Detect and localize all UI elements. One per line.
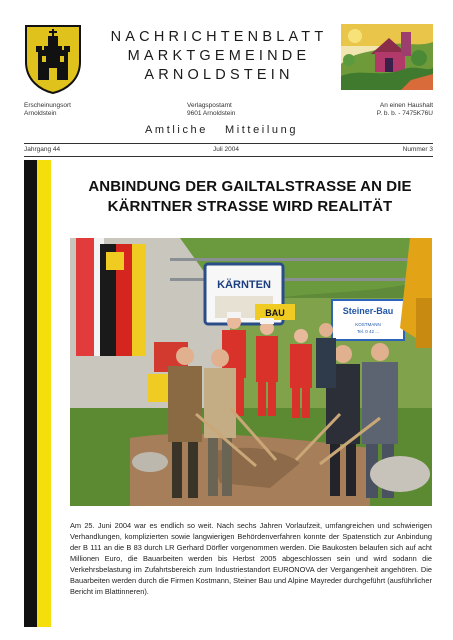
sign-karnten-text: KÄRNTEN: [217, 279, 271, 291]
coat-of-arms-logo: [24, 24, 82, 94]
masthead-line3: ARNOLDSTEIN: [144, 67, 294, 83]
masthead-line1: NACHRICHTENBLATT: [110, 29, 328, 45]
household-delivery-note: An einen Haushalt P. b. b. - 7475K76U: [376, 102, 433, 117]
postal-office: Verlagspostamt 9601 Arnoldstein: [187, 102, 236, 117]
masthead-line2: MARKTGEMEINDE: [127, 48, 311, 64]
publication-place: Erscheinungsort Arnoldstein: [24, 102, 71, 117]
groundbreaking-photo: [70, 238, 432, 506]
sign-steiner-small2: Tel. 0 42 ...: [356, 329, 380, 334]
masthead-title: [84, 28, 354, 85]
side-stripe-yellow: [37, 160, 51, 627]
article-body-text: Am 25. Juni 2004 war es endlich so weit. Nach sechs Jahren Vorlaufzeit, umfangreichen und schwierigen Verhandlungen, komplizierten sowie langwierigen Behördenverfahren konnte der Spatenstich zur Anbindung der B 111 an die B 83 durch LR Gerhard Dörfler vorgenommen werden. Die Baukosten belaufen sich auf acht Millionen Euro, die Bauarbeiten werden bis Herbst 2005 abgeschlossen sein und wird sodann die Verkehrsbelastung im Zufahrtsbereich zum Industriestandort EURONOVA der Vergangenheit angehören. Die Bauarbeiten werden durch die Firmen Kostmann, Steiner Bau und Alpine Mayreder durchgeführt (ausführlicher Bericht im Blattinneren).: [70, 521, 432, 596]
sign-bau-text: BAU: [265, 308, 285, 318]
landscape-painting-image: [341, 24, 433, 90]
official-notice-subtitle: Amtliche Mitteilung: [145, 124, 299, 136]
headline-line1: ANBINDUNG DER GAILTALSTRASSE AN DIE: [88, 178, 412, 195]
issue-number: Nummer 3: [402, 146, 433, 153]
issue-date: Juli 2004: [213, 146, 240, 153]
sign-steiner-small1: KOSTMANN: [355, 322, 381, 327]
headline-line2: KÄRNTNER STRASSE WIRD REALITÄT: [107, 198, 393, 215]
divider-bottom: [24, 156, 433, 157]
divider-top: [24, 143, 433, 144]
side-stripe-black: [24, 160, 37, 627]
sign-steiner-text: Steiner-Bau: [342, 306, 394, 316]
issue-volume: Jahrgang 44: [24, 146, 61, 153]
article-headline: [60, 177, 440, 217]
